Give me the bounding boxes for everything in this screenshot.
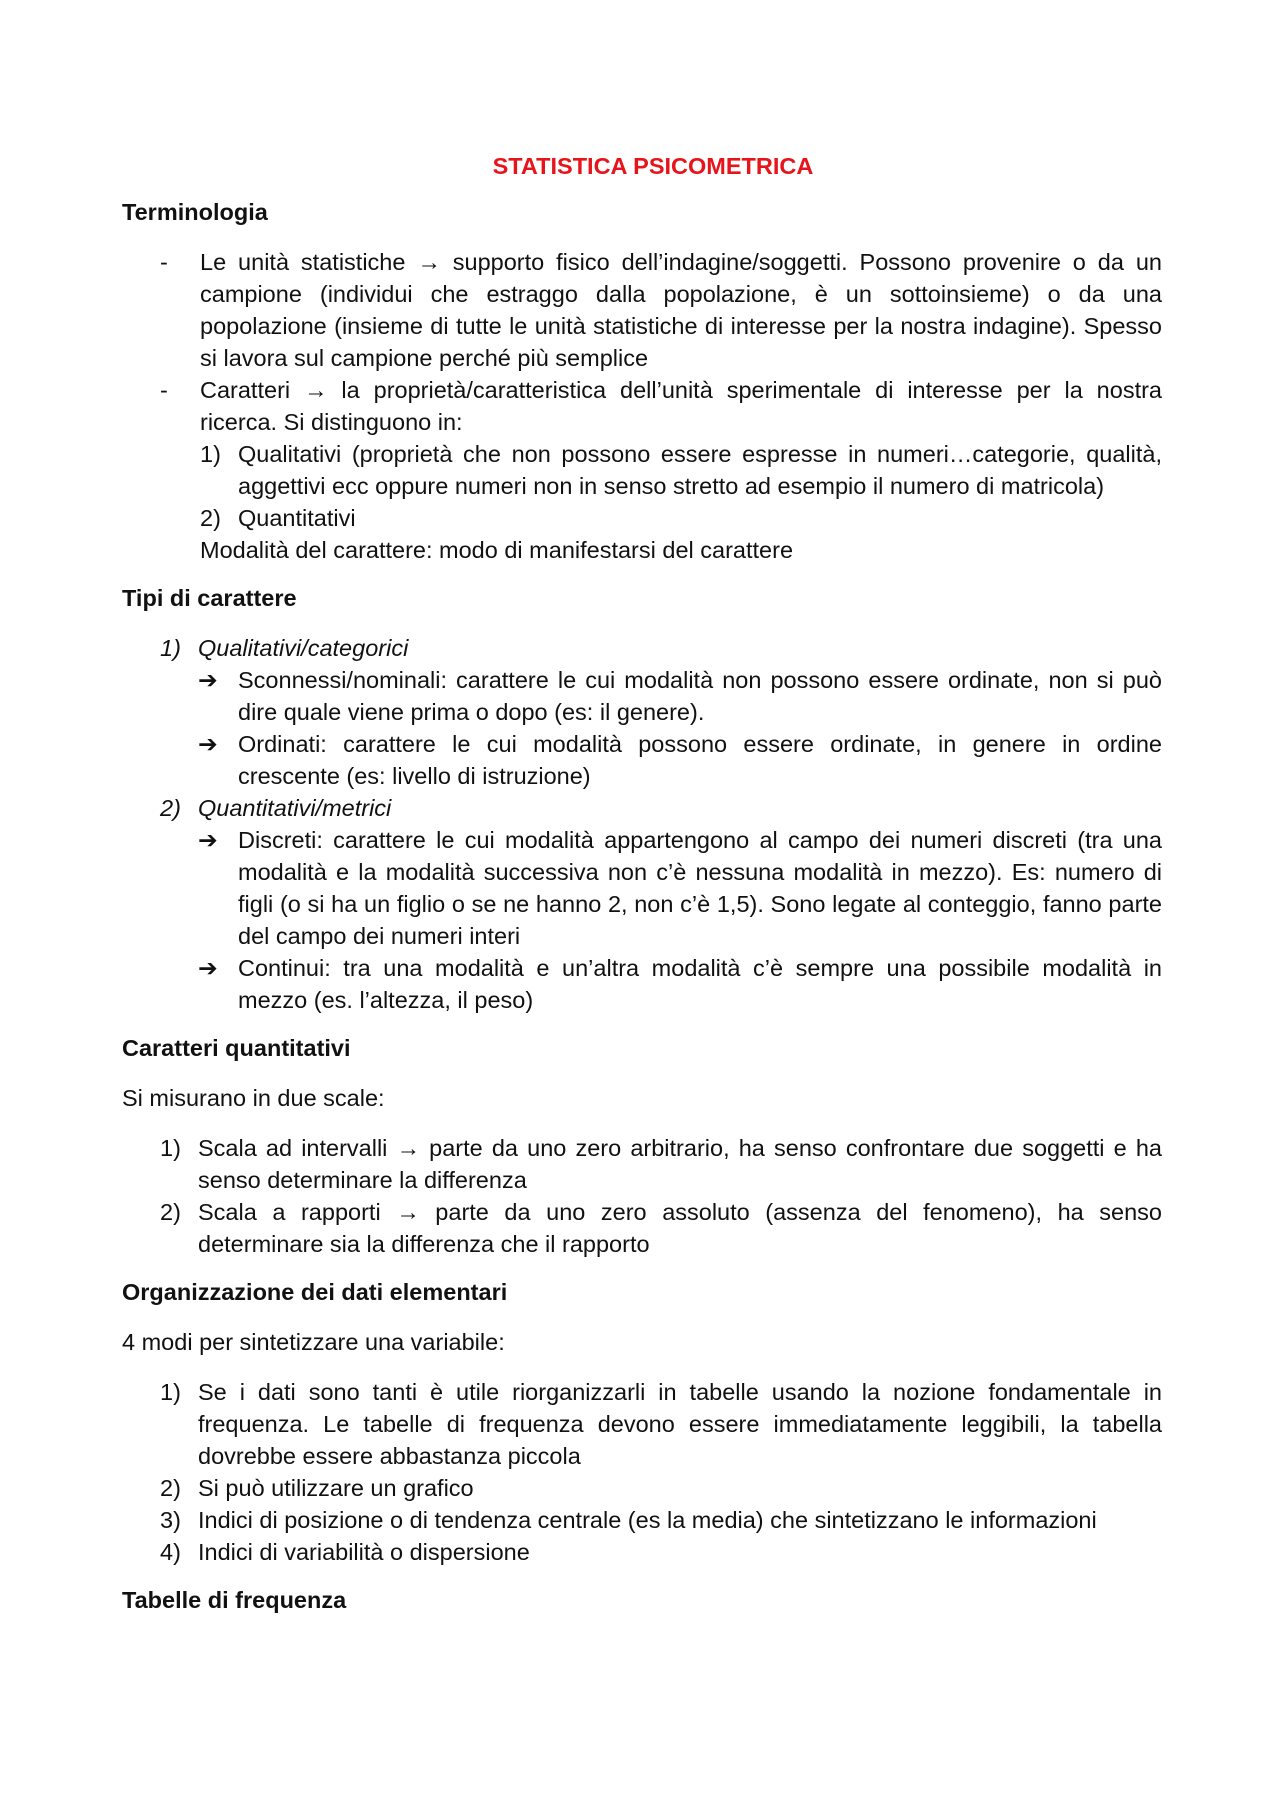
arrow-icon: ➔ <box>198 731 218 757</box>
list-item <box>122 1196 1162 1260</box>
list-item-text: Si può utilizzare un grafico <box>198 1475 474 1501</box>
modalita-line: Modalità del carattere: modo di manifestarsi del carattere <box>200 537 794 563</box>
number-marker: 2) <box>160 795 181 821</box>
arrow-item-text: Ordinati: carattere le cui modalità possono essere ordinate, in genere in ordine crescente (es: livello di istruzione) <box>238 731 1162 789</box>
arrow-item <box>122 728 1162 792</box>
quantitativi-intro: Si misurano in due scale: <box>122 1085 385 1111</box>
category-label: Qualitativi/categorici <box>198 635 409 661</box>
document-title: STATISTICA PSICOMETRICA <box>492 153 814 179</box>
arrow-icon: ➔ <box>198 955 218 981</box>
list-item <box>122 1376 1162 1472</box>
number-marker: 4) <box>160 1539 181 1565</box>
sub-list-item <box>122 502 1162 534</box>
number-marker: 2) <box>200 505 221 531</box>
sub-list-item <box>122 438 1162 502</box>
list-item-text: Le unità statistiche → supporto fisico dell’indagine/soggetti. Possono provenire o da un campione (individui che estraggo dalla popolazione, è un sottoinsieme) o da una popolazione (insieme di tutte le unità statistiche di interesse per la nostra indagine). Spesso si lavora sul campione perché più semplice <box>200 249 1162 371</box>
arrow-item-text: Continui: tra una modalità e un’altra modalità c’è sempre una possibile modalità in mezzo (es. l’altezza, il peso) <box>238 955 1162 1013</box>
arrow-item-text: Sconnessi/nominali: carattere le cui modalità non possono essere ordinate, non si può dire quale viene prima o dopo (es: il genere). <box>238 667 1162 725</box>
arrow-item <box>122 824 1162 952</box>
number-marker: 1) <box>160 635 181 661</box>
section-heading-organizzazione: Organizzazione dei dati elementari <box>122 1279 508 1305</box>
organizzazione-intro: 4 modi per sintetizzare una variabile: <box>122 1329 505 1355</box>
list-item-text: Caratteri → la proprietà/caratteristica dell’unità sperimentale di interesse per la nostra ricerca. Si distinguono in: <box>200 377 1162 435</box>
sub-list-item-text: Qualitativi (proprietà che non possono essere espresse in numeri…categorie, qualità, aggettivi ecc oppure numeri non in senso stretto ad esempio il numero di matricola) <box>238 441 1162 499</box>
list-item <box>122 374 1162 438</box>
list-item-text: Scala a rapporti → parte da uno zero assoluto (assenza del fenomeno), ha senso determinare sia la differenza che il rapporto <box>198 1199 1162 1257</box>
list-item <box>122 246 1162 374</box>
sub-list-item-text: Quantitativi <box>238 505 356 531</box>
dash-marker: - <box>160 377 168 403</box>
category-label: Quantitativi/metrici <box>198 795 392 821</box>
arrow-icon: ➔ <box>198 667 218 693</box>
category-item <box>122 632 1162 664</box>
terminologia-list <box>122 246 1162 566</box>
section-heading-tabelle: Tabelle di frequenza <box>122 1587 347 1613</box>
number-marker: 2) <box>160 1199 181 1225</box>
organizzazione-list <box>122 1376 1162 1568</box>
arrow-item-text: Discreti: carattere le cui modalità appartengono al campo dei numeri discreti (tra una modalità e la modalità successiva non c’è nessuna modalità in mezzo). Es: numero di figli (o si ha un figlio o se ne hanno 2, non c’è 1,5). Sono legate al conteggio, fanno parte del campo dei numeri interi <box>238 827 1162 949</box>
list-item <box>122 1472 1162 1504</box>
list-item <box>122 1132 1162 1196</box>
list-item <box>122 1504 1162 1536</box>
section-heading-terminologia: Terminologia <box>122 199 268 225</box>
list-item-text: Indici di posizione o di tendenza centrale (es la media) che sintetizzano le informazioni <box>198 1507 1097 1533</box>
number-marker: 1) <box>200 441 221 467</box>
list-item <box>122 1536 1162 1568</box>
list-item-text: Scala ad intervalli → parte da uno zero arbitrario, ha senso confrontare due soggetti e ha senso determinare la differenza <box>198 1135 1162 1193</box>
number-marker: 1) <box>160 1379 181 1405</box>
tipi-list <box>122 632 1162 1016</box>
number-marker: 3) <box>160 1507 181 1533</box>
quantitativi-list <box>122 1132 1162 1260</box>
number-marker: 2) <box>160 1475 181 1501</box>
arrow-item <box>122 952 1162 1016</box>
category-item <box>122 792 1162 824</box>
arrow-item <box>122 664 1162 728</box>
arrow-icon: ➔ <box>198 827 218 853</box>
section-heading-tipi: Tipi di carattere <box>122 585 297 611</box>
section-heading-quantitativi: Caratteri quantitativi <box>122 1035 351 1061</box>
dash-marker: - <box>160 249 168 275</box>
number-marker: 1) <box>160 1135 181 1161</box>
list-item-text: Se i dati sono tanti è utile riorganizzarli in tabelle usando la nozione fondamentale in frequenza. Le tabelle di frequenza devono essere immediatamente leggibili, la tabella dovrebbe essere abbastanza piccola <box>198 1379 1162 1469</box>
list-item-text: Indici di variabilità o dispersione <box>198 1539 530 1565</box>
